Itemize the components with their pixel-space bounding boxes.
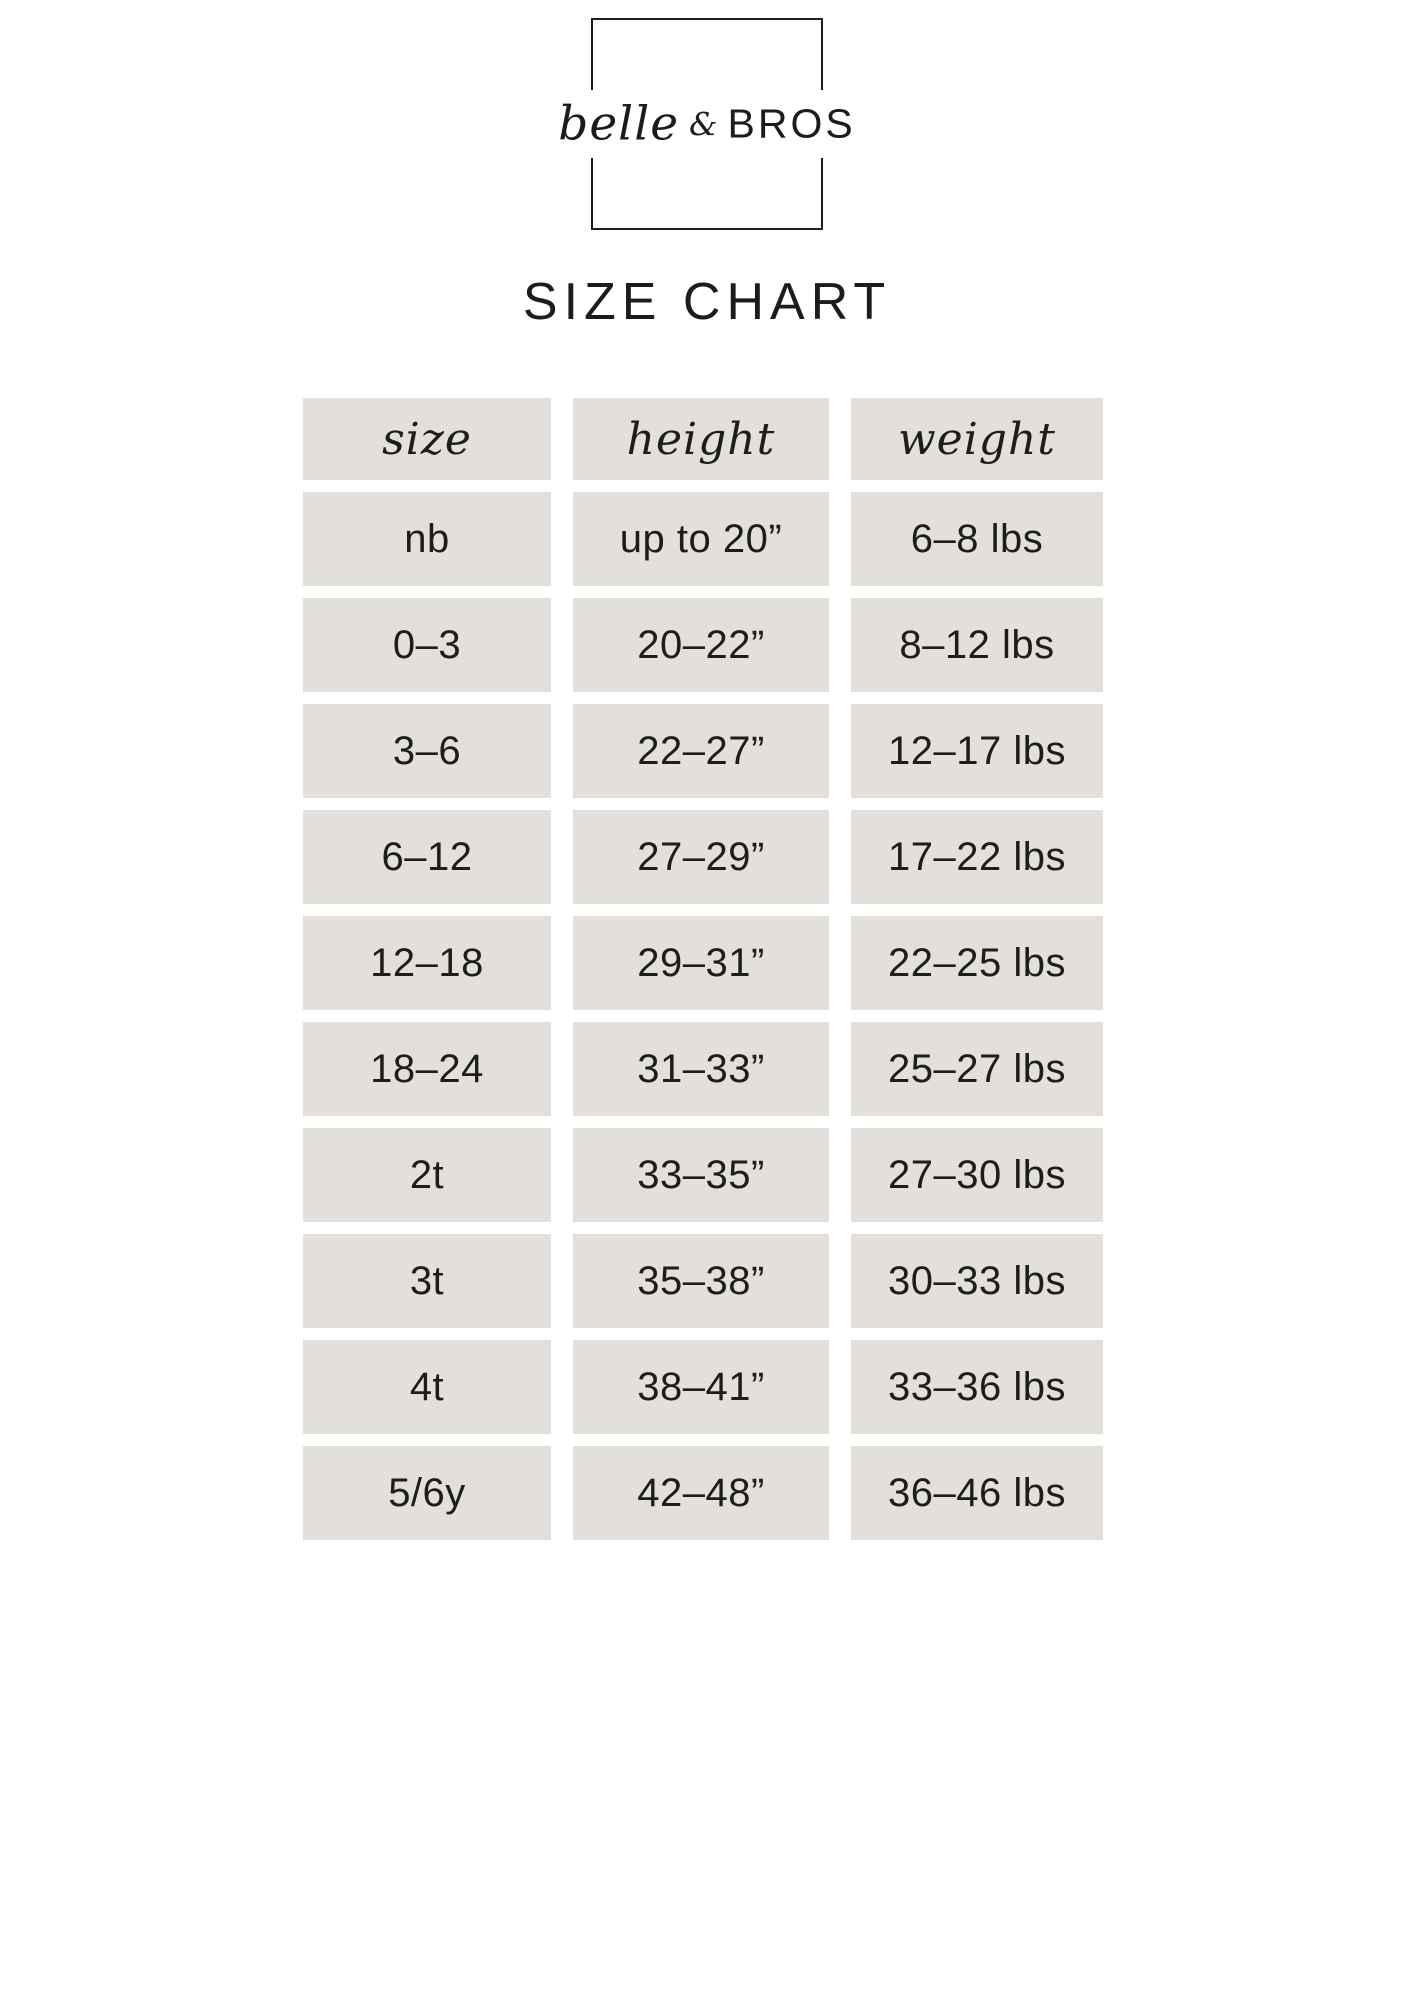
brand-wordmark	[521, 97, 893, 152]
table-row	[303, 1340, 1103, 1434]
cell-height: 35–38”	[573, 1234, 829, 1328]
brand-ampersand: &	[689, 105, 718, 144]
table-row	[303, 1234, 1103, 1328]
cell-height: 29–31”	[573, 916, 829, 1010]
cell-weight: 30–33 lbs	[851, 1234, 1103, 1328]
column-header-height: height	[573, 398, 829, 480]
cell-height: 27–29”	[573, 810, 829, 904]
brand-caps-text: BROS	[727, 100, 856, 147]
cell-size: 6–12	[303, 810, 551, 904]
table-row	[303, 810, 1103, 904]
cell-height: 31–33”	[573, 1022, 829, 1116]
cell-size: 5/6y	[303, 1446, 551, 1540]
frame-line-left-upper	[591, 18, 593, 90]
cell-weight: 36–46 lbs	[851, 1446, 1103, 1540]
cell-height: 20–22”	[573, 598, 829, 692]
cell-size: 12–18	[303, 916, 551, 1010]
cell-size: nb	[303, 492, 551, 586]
table-row	[303, 1022, 1103, 1116]
table-row	[303, 598, 1103, 692]
table-header-row	[303, 398, 1103, 480]
cell-size: 3t	[303, 1234, 551, 1328]
frame-line-right-lower	[821, 158, 823, 230]
cell-size: 3–6	[303, 704, 551, 798]
cell-size: 4t	[303, 1340, 551, 1434]
cell-height: 22–27”	[573, 704, 829, 798]
brand-script-text: belle	[558, 96, 680, 152]
table-row	[303, 1128, 1103, 1222]
cell-weight: 8–12 lbs	[851, 598, 1103, 692]
logo-frame	[558, 18, 856, 230]
page-title: SIZE CHART	[522, 273, 892, 331]
frame-line-right-upper	[821, 18, 823, 90]
cell-weight: 17–22 lbs	[851, 810, 1103, 904]
cell-weight: 6–8 lbs	[851, 492, 1103, 586]
cell-size: 2t	[303, 1128, 551, 1222]
table-row	[303, 492, 1103, 586]
frame-line-bottom	[591, 228, 823, 230]
cell-weight: 25–27 lbs	[851, 1022, 1103, 1116]
cell-height: up to 20”	[573, 492, 829, 586]
table-row	[303, 916, 1103, 1010]
brand-logo	[0, 18, 1414, 230]
cell-weight: 12–17 lbs	[851, 704, 1103, 798]
cell-height: 33–35”	[573, 1128, 829, 1222]
size-chart-table	[303, 398, 1103, 1552]
frame-line-top	[591, 18, 823, 20]
column-header-weight: weight	[851, 398, 1103, 480]
cell-size: 18–24	[303, 1022, 551, 1116]
cell-weight: 27–30 lbs	[851, 1128, 1103, 1222]
frame-line-left-lower	[591, 158, 593, 230]
cell-size: 0–3	[303, 598, 551, 692]
cell-height: 38–41”	[573, 1340, 829, 1434]
cell-weight: 22–25 lbs	[851, 916, 1103, 1010]
table-row	[303, 1446, 1103, 1540]
cell-weight: 33–36 lbs	[851, 1340, 1103, 1434]
table-row	[303, 704, 1103, 798]
cell-height: 42–48”	[573, 1446, 829, 1540]
column-header-size: size	[303, 398, 551, 480]
